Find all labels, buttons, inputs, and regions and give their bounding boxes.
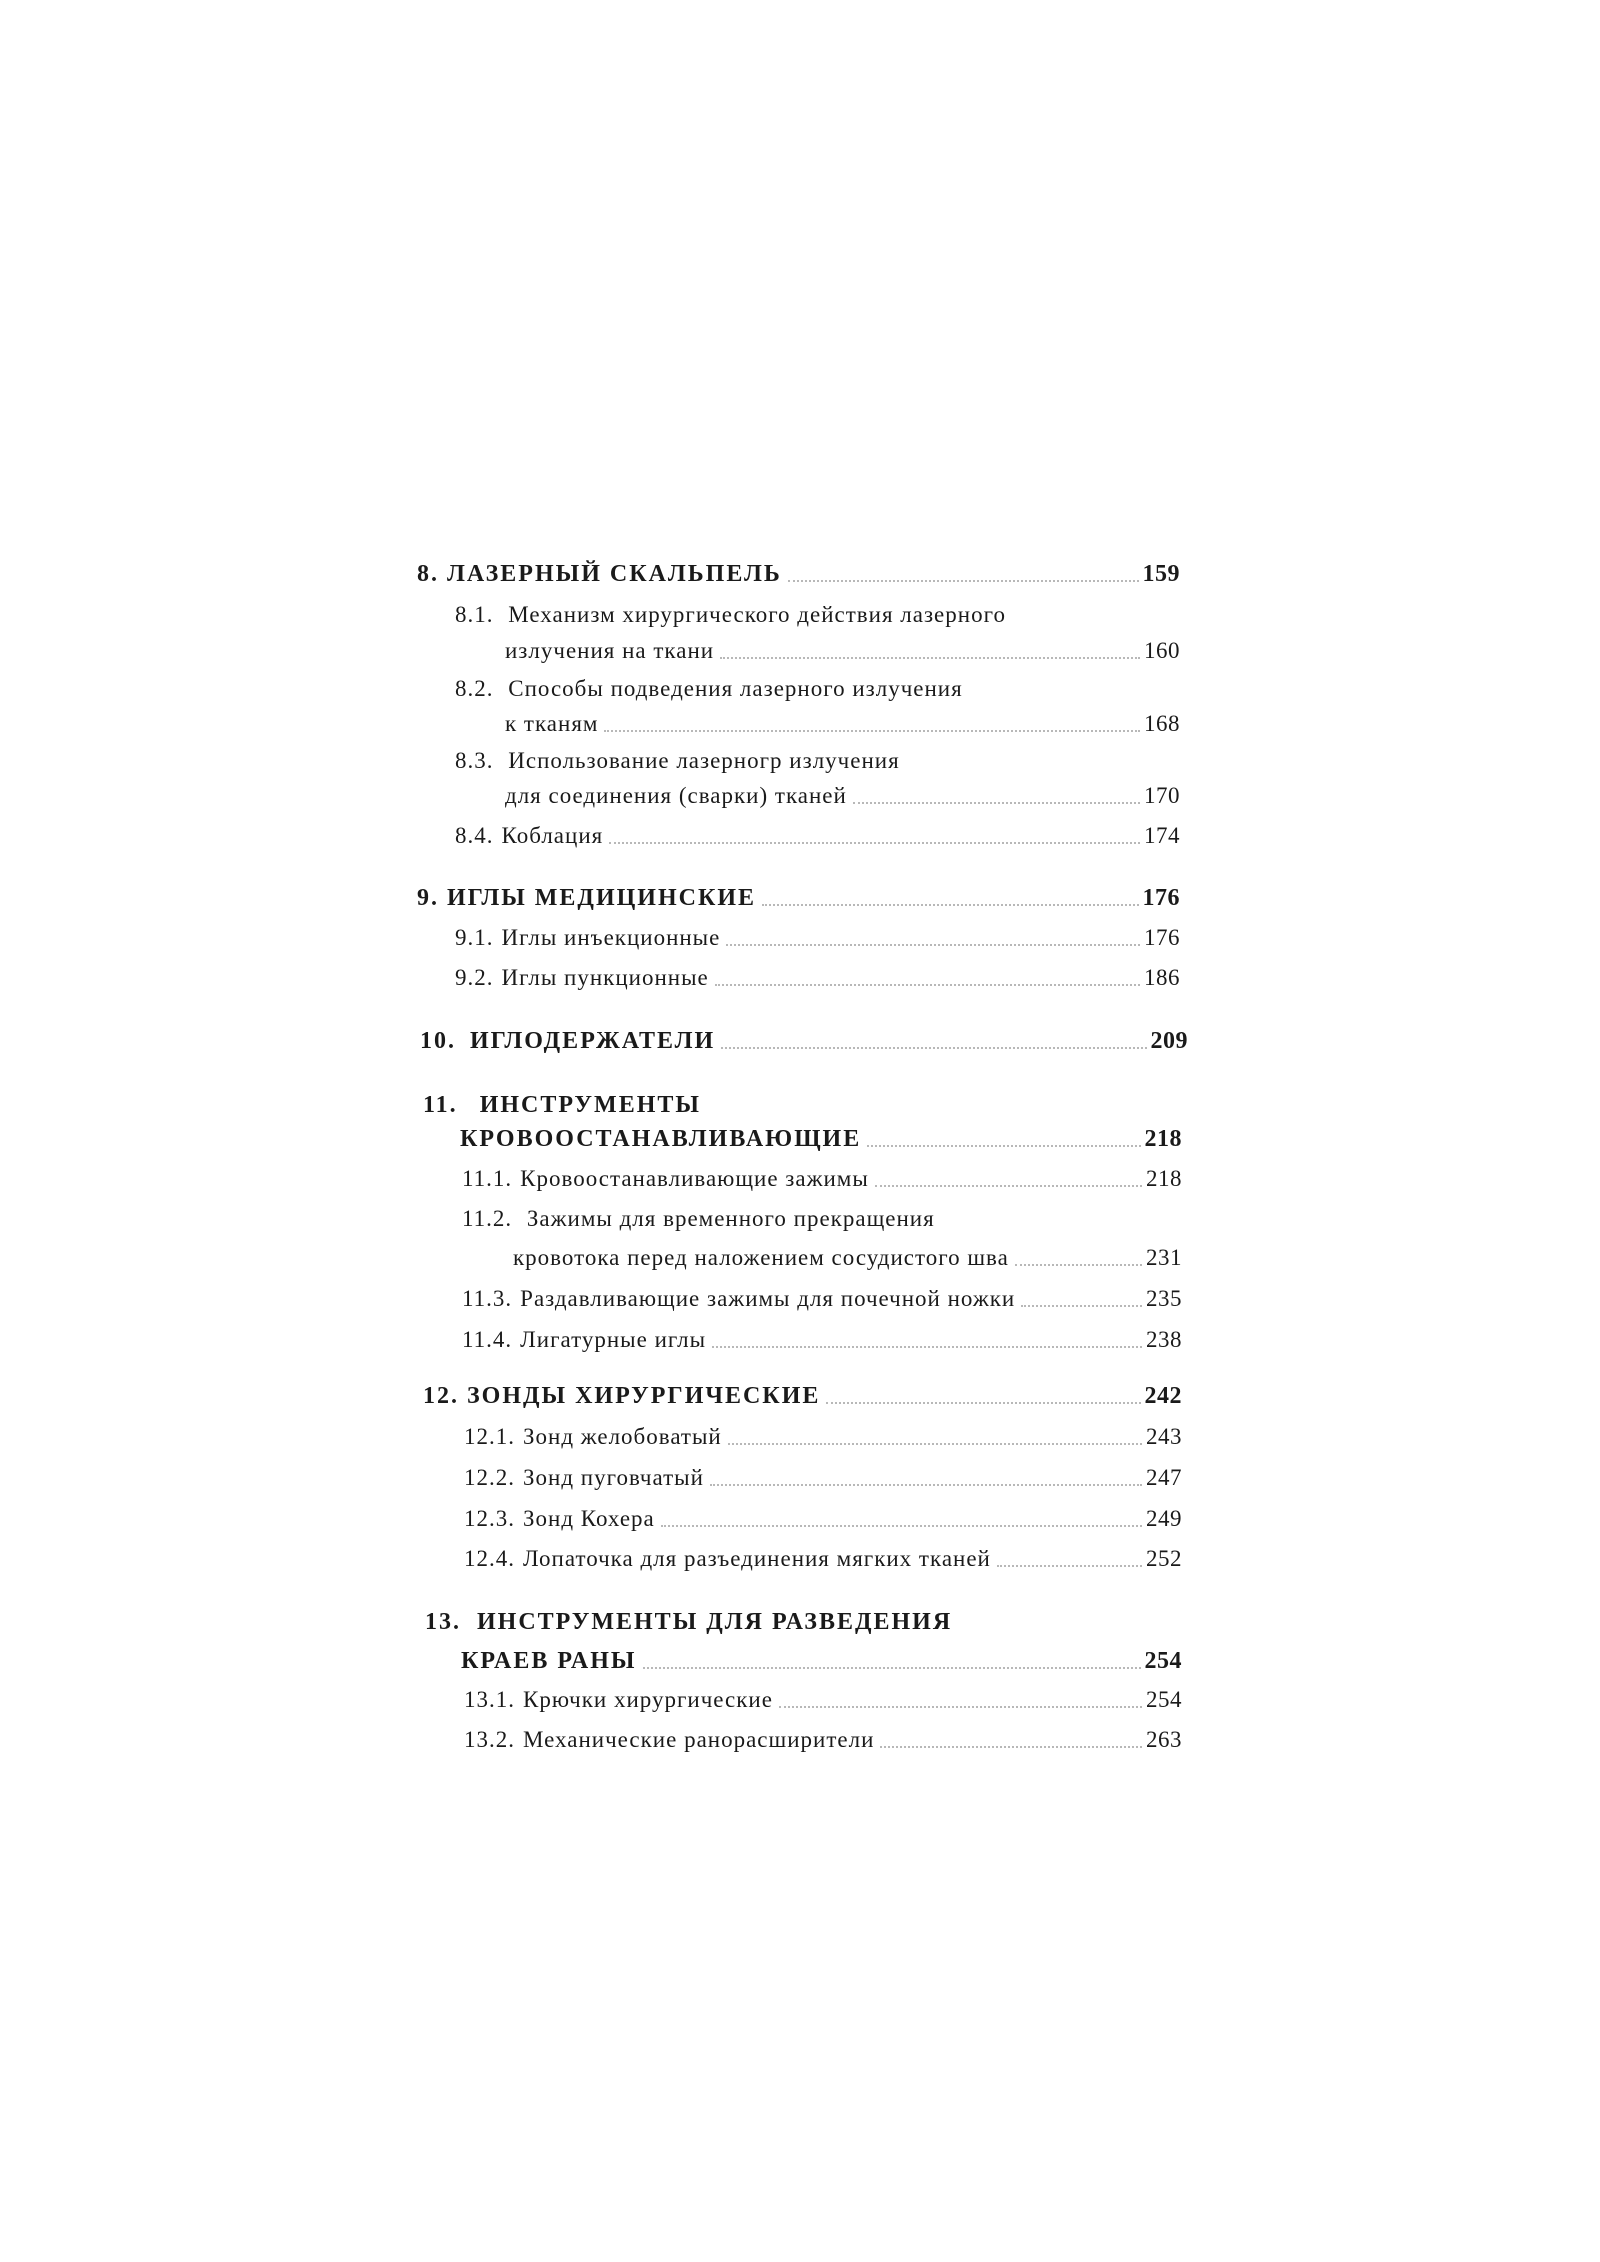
toc-section-11-1	[462, 1165, 1182, 1193]
toc-page: 159	[1142, 561, 1180, 587]
toc-section-11-2-cont	[513, 1244, 1182, 1272]
toc-title: ЛАЗЕРНЫЙ СКАЛЬПЕЛЬ	[447, 561, 782, 587]
dot-leader	[712, 1346, 1142, 1348]
toc-title: ИНСТРУМЕНТЫ ДЛЯ РАЗВЕДЕНИЯ	[477, 1609, 953, 1635]
toc-page: 160	[1144, 638, 1180, 663]
toc-number: 12.4.	[464, 1546, 515, 1571]
toc-number: 9.2.	[455, 965, 494, 990]
dot-leader	[779, 1706, 1142, 1708]
toc-page: 218	[1144, 1126, 1182, 1152]
toc-number: 9.1.	[455, 925, 494, 950]
toc-section-12-2	[464, 1464, 1182, 1492]
toc-number: 11.1.	[462, 1166, 513, 1191]
toc-section-11-2	[462, 1205, 935, 1233]
dot-leader	[609, 842, 1140, 844]
toc-section-9-1	[455, 924, 1180, 952]
toc-title: Раздавливающие зажимы для почечной ножки	[520, 1286, 1016, 1311]
toc-section-8-2	[455, 675, 963, 703]
toc-page: 238	[1146, 1327, 1182, 1352]
toc-title: Способы подведения лазерного излучения	[508, 676, 963, 701]
toc-title: ИГЛОДЕРЖАТЕЛИ	[470, 1028, 716, 1054]
dot-leader	[726, 944, 1140, 946]
dot-leader	[875, 1185, 1142, 1187]
toc-chapter-8	[417, 560, 1180, 588]
toc-section-12-1	[464, 1423, 1182, 1451]
dot-leader	[710, 1484, 1142, 1486]
toc-title: Использование лазерногр излучения	[508, 748, 900, 773]
toc-number: 8.4.	[455, 823, 494, 848]
toc-title: излучения на ткани	[505, 638, 715, 663]
toc-title: КРАЕВ РАНЫ	[461, 1648, 637, 1674]
toc-title: для соединения (сварки) тканей	[505, 783, 847, 808]
toc-section-8-2-cont	[505, 710, 1180, 738]
toc-section-8-1-cont	[505, 637, 1180, 665]
toc-number: 8.	[417, 561, 439, 587]
toc-number: 11.	[423, 1092, 458, 1118]
dot-leader	[880, 1746, 1142, 1748]
toc-title: Иглы пункционные	[501, 965, 709, 990]
toc-chapter-13	[425, 1608, 952, 1636]
toc-section-13-1	[464, 1686, 1182, 1714]
toc-page: 243	[1146, 1424, 1182, 1449]
toc-title: Иглы инъекционные	[501, 925, 721, 950]
dot-leader	[721, 1047, 1146, 1049]
dot-leader	[715, 984, 1140, 986]
toc-section-8-4	[455, 822, 1180, 850]
toc-number: 8.3.	[455, 748, 494, 773]
toc-title: ИГЛЫ МЕДИЦИНСКИЕ	[447, 885, 757, 911]
toc-number: 8.2.	[455, 676, 494, 701]
toc-title: ЗОНДЫ ХИРУРГИЧЕСКИЕ	[467, 1383, 821, 1409]
toc-section-8-3-cont	[505, 782, 1180, 810]
toc-title: Механизм хирургического действия лазерного	[508, 602, 1006, 627]
toc-number: 9.	[417, 885, 439, 911]
toc-chapter-12	[423, 1382, 1182, 1410]
toc-number: 11.2.	[462, 1206, 513, 1231]
toc-chapter-10	[420, 1027, 1188, 1055]
toc-title: КРОВООСТАНАВЛИВАЮЩИЕ	[460, 1126, 862, 1152]
dot-leader	[720, 657, 1140, 659]
toc-title: Зонд желобоватый	[523, 1424, 722, 1449]
toc-page: 235	[1146, 1286, 1182, 1311]
dot-leader	[997, 1565, 1142, 1567]
toc-number: 13.1.	[464, 1687, 515, 1712]
dot-leader	[643, 1667, 1141, 1669]
toc-title: Зонд Кохера	[523, 1506, 655, 1531]
toc-section-8-1	[455, 601, 1006, 629]
toc-page: 231	[1146, 1245, 1182, 1270]
toc-page: 218	[1146, 1166, 1182, 1191]
toc-section-13-2	[464, 1726, 1182, 1754]
toc-chapter-11	[423, 1091, 701, 1119]
dot-leader	[1015, 1264, 1142, 1266]
toc-page: 242	[1144, 1383, 1182, 1409]
dot-leader	[853, 802, 1140, 804]
toc-number: 12.	[423, 1383, 459, 1409]
toc-page: 176	[1142, 885, 1180, 911]
toc-number: 8.1.	[455, 602, 494, 627]
toc-page: 170	[1144, 783, 1180, 808]
toc-title: Механические ранорасширители	[523, 1727, 875, 1752]
toc-section-11-3	[462, 1285, 1182, 1313]
toc-page: 176	[1144, 925, 1180, 950]
toc-number: 11.4.	[462, 1327, 513, 1352]
toc-page: 209	[1150, 1028, 1188, 1054]
toc-section-12-3	[464, 1505, 1182, 1533]
toc-page: 186	[1144, 965, 1180, 990]
dot-leader	[728, 1443, 1142, 1445]
toc-title: Зонд пуговчатый	[523, 1465, 704, 1490]
dot-leader	[604, 730, 1140, 732]
toc-number: 12.1.	[464, 1424, 515, 1449]
toc-page: 254	[1144, 1648, 1182, 1674]
toc-title: ИНСТРУМЕНТЫ	[479, 1092, 701, 1118]
toc-page: 263	[1146, 1727, 1182, 1752]
toc-section-9-2	[455, 964, 1180, 992]
toc-section-12-4	[464, 1545, 1182, 1573]
dot-leader	[788, 580, 1139, 582]
toc-title: к тканям	[505, 711, 599, 736]
toc-title: кровотока перед наложением сосудистого шва	[513, 1245, 1009, 1270]
toc-section-8-3	[455, 747, 900, 775]
toc-title: Кровоостанавливающие зажимы	[520, 1166, 869, 1191]
toc-chapter-13-cont	[461, 1647, 1182, 1675]
toc-chapter-9	[417, 884, 1180, 912]
toc-page: 174	[1144, 823, 1180, 848]
toc-chapter-11-cont	[460, 1125, 1182, 1153]
toc-page: 168	[1144, 711, 1180, 736]
toc-section-11-4	[462, 1326, 1182, 1354]
toc-number: 13.	[425, 1609, 461, 1635]
toc-title: Лопаточка для разъединения мягких тканей	[523, 1546, 991, 1571]
toc-number: 11.3.	[462, 1286, 513, 1311]
dot-leader	[867, 1145, 1140, 1147]
dot-leader	[762, 904, 1138, 906]
toc-number: 13.2.	[464, 1727, 515, 1752]
toc-title: Коблация	[501, 823, 604, 848]
toc-title: Лигатурные иглы	[520, 1327, 707, 1352]
toc-number: 12.3.	[464, 1506, 515, 1531]
toc-title: Зажимы для временного прекращения	[526, 1206, 935, 1231]
toc-number: 12.2.	[464, 1465, 515, 1490]
toc-page: 249	[1146, 1506, 1182, 1531]
dot-leader	[826, 1402, 1140, 1404]
toc-title: Крючки хирургические	[523, 1687, 773, 1712]
dot-leader	[1021, 1305, 1142, 1307]
toc-number: 10.	[420, 1028, 456, 1054]
toc-page: 252	[1146, 1546, 1182, 1571]
toc-page: 254	[1146, 1687, 1182, 1712]
toc-page: 247	[1146, 1465, 1182, 1490]
dot-leader	[661, 1525, 1142, 1527]
